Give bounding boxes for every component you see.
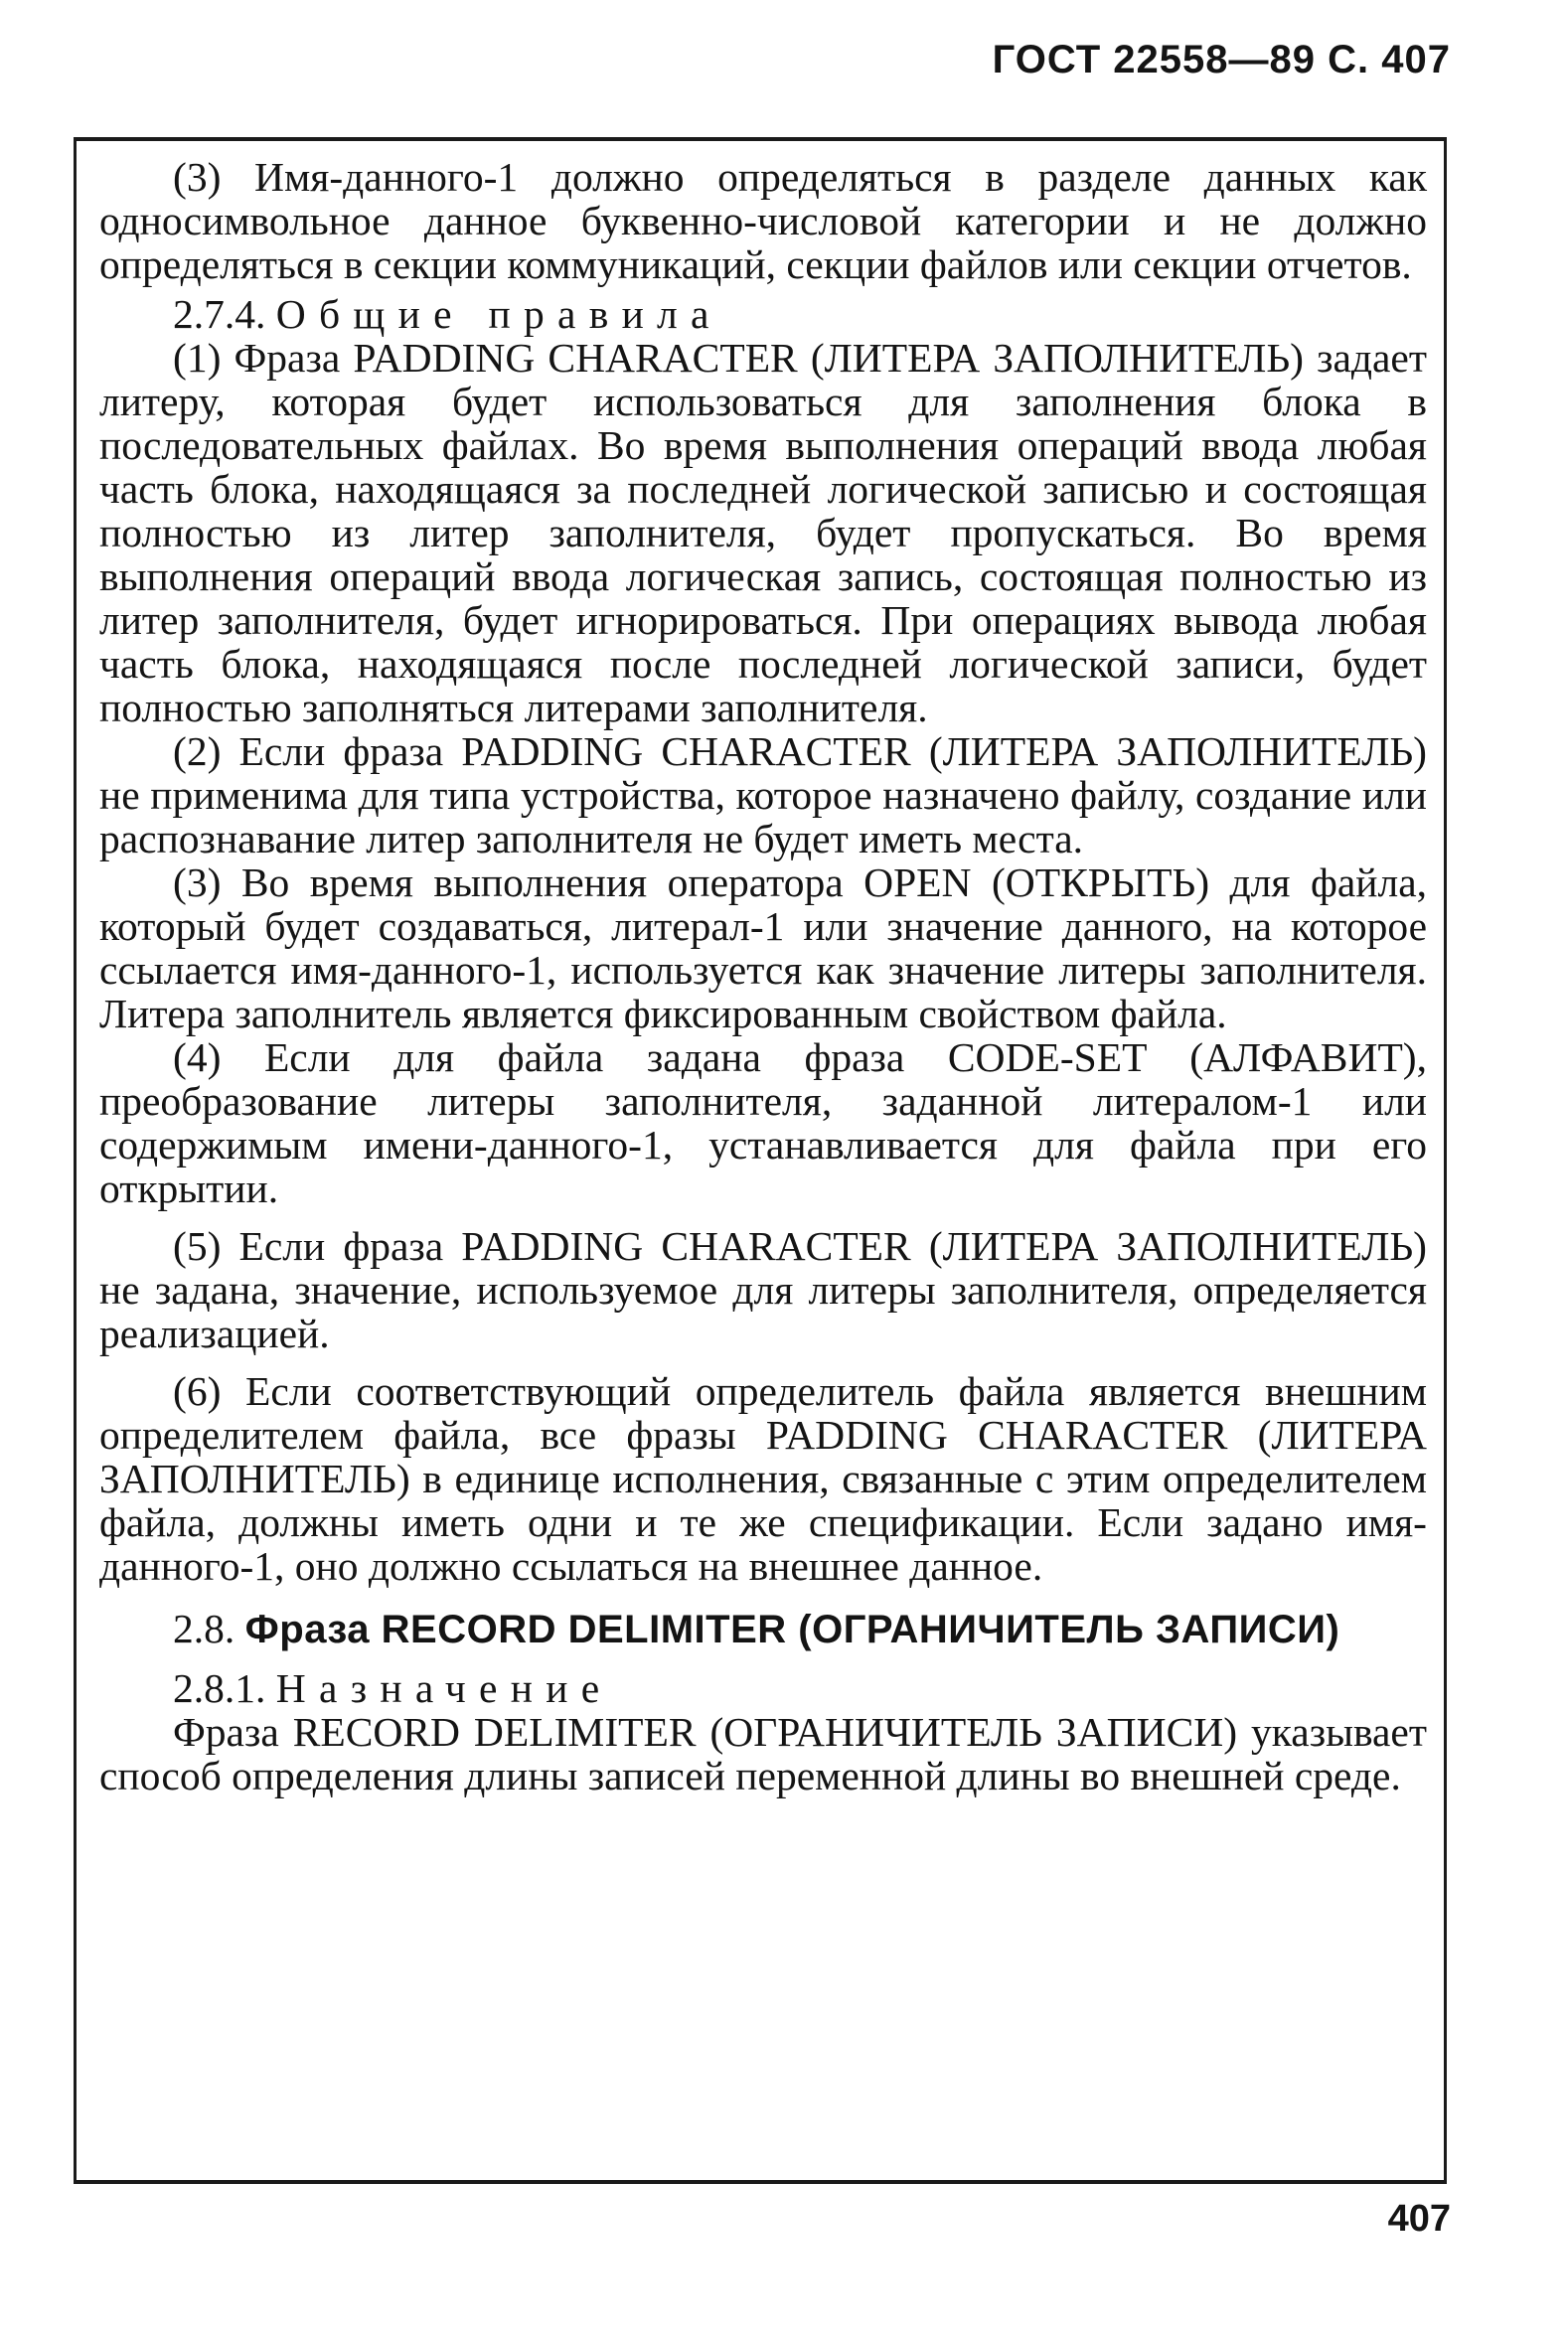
rule-5-paragraph: (5) Если фраза PADDING CHARACTER (ЛИТЕРА ЗАПОЛНИТЕЛЬ) не задана, значение, используемое для литеры заполнителя, определяется реализацией. <box>99 1223 1427 1356</box>
rule-1-paragraph: (1) Фраза PADDING CHARACTER (ЛИТЕРА ЗАПОЛНИТЕЛЬ) задает литеру, которая будет использоваться для заполнения блока в последовательных файлах. Во время выполнения операций ввода любая часть блока, находящаяся за последней логической записью и состоящая полностью из литер заполнителя, будет пропускаться. Во время выполнения операций ввода логическая запись, состоящая полностью из литер заполнителя, будет игнорироваться. При операциях вывода любая часть блока, находящаяся после последней логической записи, будет полностью заполняться литерами заполнителя. <box>99 335 1427 730</box>
section-title-bold: Фраза RECORD DELIMITER (ОГРАНИЧИТЕЛЬ ЗАПИСИ) <box>244 1608 1340 1651</box>
section-number: 2.8.1. <box>173 1665 266 1711</box>
page-number: 407 <box>1387 2198 1451 2240</box>
purpose-paragraph: Фраза RECORD DELIMITER (ОГРАНИЧИТЕЛЬ ЗАПИСИ) указывает способ определения длины записей переменной длины во внешней среде. <box>99 1709 1427 1798</box>
section-title-spaced: Назначение <box>275 1665 613 1711</box>
paragraph-data-name-rule: (3) Имя-данного-1 должно определяться в разделе данных как односимвольное данное буквенно-числовой категории и не должно определяться в секции коммуникаций, секции файлов или секции отчетов. <box>99 154 1427 287</box>
rule-3-paragraph: (3) Во время выполнения оператора OPEN (ОТКРЫТЬ) для файла, который будет создаваться, литерал-1 или значение данного, на которое ссылается имя-данного-1, используется как значение литеры заполнителя. Литера заполнитель является фиксированным свойством файла. <box>99 859 1427 1036</box>
section-title-spaced: Общие правила <box>275 291 722 337</box>
rule-6-paragraph: (6) Если соответствующий определитель файла является внешним определителем файла, все фразы PADDING CHARACTER (ЛИТЕРА ЗАПОЛНИТЕЛЬ) в единице исполнения, связанные с этим определителем файла, должны иметь одни и те же спецификации. Если задано имя-данного-1, оно должно ссылаться на внешнее данное. <box>99 1368 1427 1589</box>
section-heading-general-rules <box>99 292 1427 336</box>
section-number: 2.7.4. <box>173 291 266 337</box>
section-heading-record-delimiter <box>99 1606 1427 1652</box>
rule-4-paragraph: (4) Если для файла задана фраза CODE-SET (АЛФАВИТ), преобразование литеры заполнителя, заданной литералом-1 или содержимым имени-данного-1, устанавливается для файла при его открытии. <box>99 1034 1427 1211</box>
rule-2-paragraph: (2) Если фраза PADDING CHARACTER (ЛИТЕРА ЗАПОЛНИТЕЛЬ) не применима для типа устройства, которое назначено файлу, создание или распознавание литер заполнителя не будет иметь места. <box>99 728 1427 861</box>
section-number: 2.8. <box>173 1606 235 1651</box>
page-content <box>99 155 1427 1797</box>
section-heading-purpose <box>99 1666 1427 1710</box>
running-header: ГОСТ 22558—89 С. 407 <box>992 38 1451 81</box>
